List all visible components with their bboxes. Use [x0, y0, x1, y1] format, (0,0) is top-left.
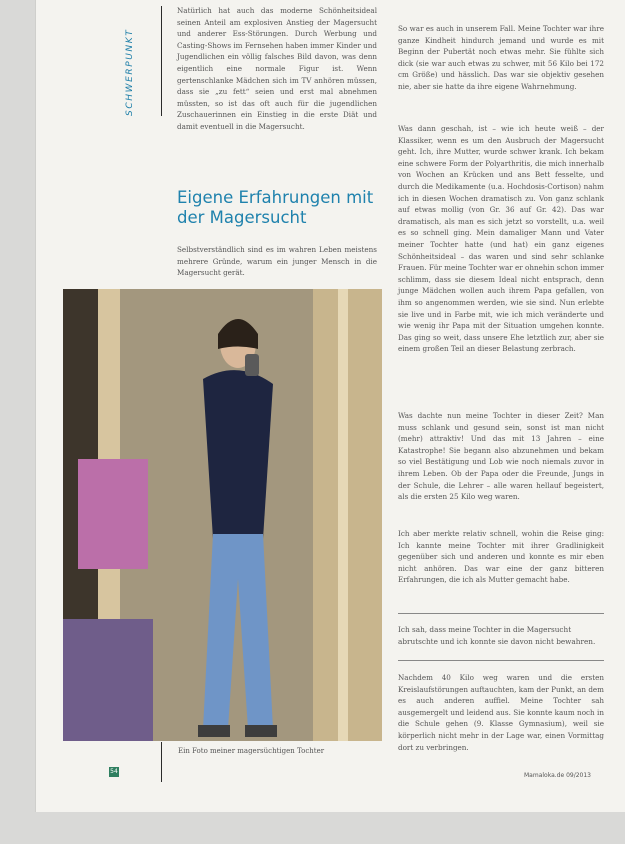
- col1-paragraph: Natürlich hat auch das moderne Schönheitsideal seinen Anteil am explosiven Anstieg der Magersucht und anderer Ess-Störungen. Durch Werbung und Casting-Shows im Fernsehen haben immer Kinder und Jugendlichen ein völlig falsches Bild davon, was denn eigentlich eine normale Figur ist. Wenn gertenschlanke Mädchen sich im TV anhören müssen, dass sie „zu fett“ seien und erst mal abnehmen müssten, so ist das oft auch für die jugendlichen Zuschauerinnen ein Einstieg in die erste Diät und damit eventuell in die Magersucht.: [177, 6, 377, 131]
- photo-illustration: [63, 289, 382, 741]
- footer-publication: Mamaloka.de 09/2013: [524, 772, 591, 779]
- vertical-rule-top: [161, 6, 162, 116]
- col1-intro-paragraph: Selbstverständlich sind es im wahren Leben meistens mehrere Gründe, warum ein junger Mensch in die Magersucht gerät.: [177, 245, 377, 278]
- article-headline: Eigene Erfahrungen mit der Magersucht: [177, 188, 374, 227]
- pull-quote: Ich sah, dass meine Tochter in die Magersucht abrutschte und ich konnte sie davon nicht bewahren.: [398, 625, 596, 646]
- vertical-rule-bottom: [161, 742, 162, 782]
- col2-paragraph-4: Ich aber merkte relativ schnell, wohin die Reise ging: Ich kannte meine Tochter mit ihrer Gradlinigkeit gegenüber sich und anderen und konnte es mir eben nicht anhören. Das war eine der ganz bitteren Erfahrungen, die ich als Mutter gemacht habe.: [398, 529, 604, 585]
- photo-caption: Ein Foto meiner magersüchtigen Tochter: [178, 747, 325, 755]
- daughter-mirror-photo: [63, 289, 382, 741]
- col2-paragraph-1: So war es auch in unserem Fall. Meine Tochter war ihre ganze Kindheit hindurch jemand und wurde es mit Beginn der Pubertät noch etwas mehr. Sie fühlte sich dick (sie war auch etwas zu schwer, mit 56 Kilo bei 172 cm Größe) und hässlich. Das war sie objektiv gesehen nie, aber sie hatte da ihre eigene Wahrnehmung.: [398, 24, 604, 91]
- col2-paragraph-5: Nachdem 40 Kilo weg waren und die ersten Kreislaufstörungen auftauchten, kam der Punkt, an dem es auch anderen auffiel. Meine Tochter sah ausgemergelt und leidend aus. Sie konnte kaum noch in die Schule gehen (9. Klasse Gymnasium), weil sie körperlich nicht mehr in der Lage war, einen Vormittag dort zu verbringen.: [398, 673, 604, 752]
- section-tag: SCHWERPUNKT: [125, 28, 135, 116]
- pull-quote-rule-top: [398, 613, 604, 614]
- pull-quote-rule-bottom: [398, 660, 604, 661]
- col2-paragraph-3: Was dachte nun meine Tochter in dieser Zeit? Man muss schlank und gesund sein, sonst ist man nicht (mehr) attraktiv! Und das mit 13 Jahren – eine Katastrophe! Sie begann also abzunehmen und bekam so viel Bestätigung und Lob wie noch niemals zuvor in ihrem Leben. Ob der Papa oder die Freunde, Jungs in der Schule, die Lehrer – alle waren hellauf begeistert, als die ersten 25 Kilo weg waren.: [398, 411, 604, 502]
- page-number: 54: [110, 768, 118, 775]
- col2-paragraph-2: Was dann geschah, ist – wie ich heute weiß – der Klassiker, wenn es um den Ausbruch der Magersucht geht. Ich, ihre Mutter, wurde schwer krank. Ich bekam eine schwere Form der Polyarthritis, die mich innerhalb von Wochen an Krücken und ans Bett fesselte, und durch die Medikamente (u.a. Hochdosis-Cortison) nahm ich in diesen Wochen dramatisch zu. Von ganz schlank auf etwas mollig (von Gr. 36 auf Gr. 42). Das war dramatisch, als man es sich jetzt so vorstellt, u.a. weil es so schnell ging. Mein damaliger Mann und Vater meiner Tochter hatte (und hat) ein ganz eigenes Schönheitsideal – das waren und sind sehr schlanke Frauen. Für meine Tochter war er ohnehin schon immer schlimm, dass sie diesem Ideal nicht entsprach, denn junge Mädchen wollen auch ihrem Papa gefallen, von ihm so angenommen werden, wie sie sind. Nun erlebte sie live und in Farbe mit, wie ich mich veränderte und wie wenig ihr Papa mit der Situation umgehen konnte. Das ging so weit, dass unsere Ehe letztlich zur, aber sie einem großen Teil an dieser Belastung zerbrach.: [398, 124, 604, 354]
